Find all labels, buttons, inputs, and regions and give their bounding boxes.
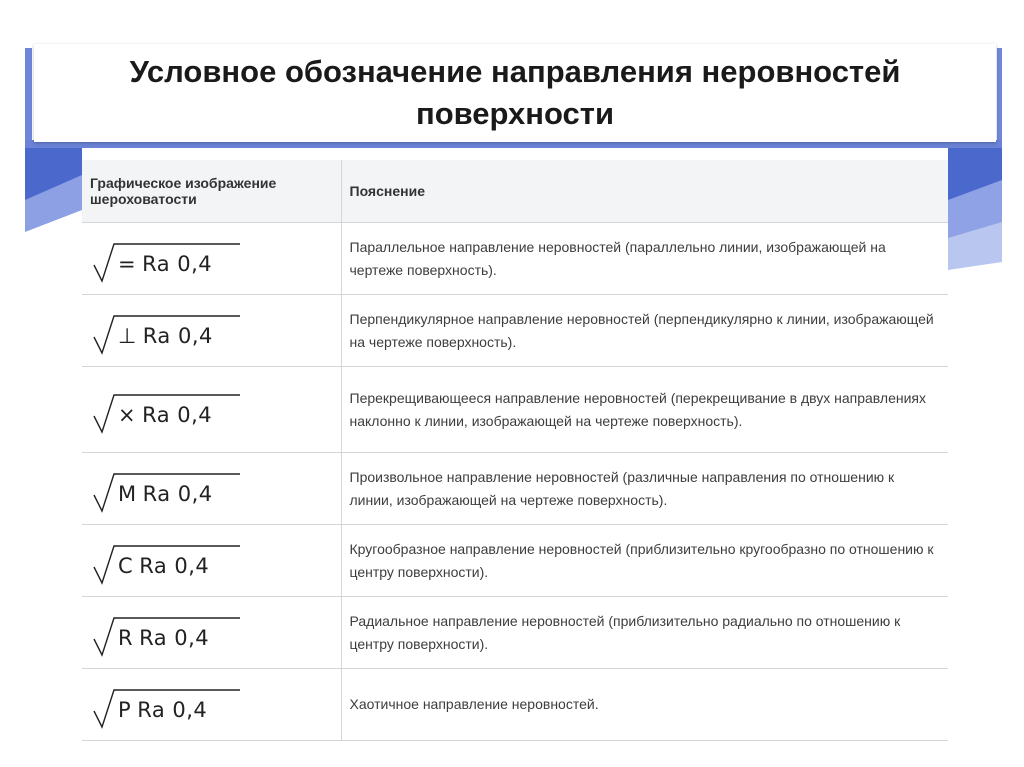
direction-symbol: M xyxy=(118,481,137,506)
roughness-table-container xyxy=(82,160,948,740)
roughness-symbol-cell xyxy=(82,223,341,295)
explanation-cell: Хаотичное направление неровностей. xyxy=(341,669,948,741)
roughness-value: Ra 0,4 xyxy=(142,481,213,506)
explanation-cell: Кругообразное направление неровностей (приблизительно кругообразно по отношению к центру поверхности). xyxy=(341,525,948,597)
slide-title-line1: Условное обозначение направления неровностей xyxy=(129,54,901,89)
roughness-symbol-cell xyxy=(82,295,341,367)
roughness-symbol xyxy=(90,231,240,287)
table-row-7 xyxy=(82,669,948,741)
direction-symbol: × xyxy=(118,402,137,427)
roughness-value: Ra 0,4 xyxy=(139,625,210,650)
roughness-symbol xyxy=(90,677,240,733)
roughness-value: Ra 0,4 xyxy=(142,251,213,276)
slide-title-line2: поверхности xyxy=(415,96,615,131)
roughness-symbol xyxy=(90,461,240,517)
roughness-value: Ra 0,4 xyxy=(137,697,208,722)
roughness-symbol-cell xyxy=(82,525,341,597)
explanation-cell: Радиальное направление неровностей (приблизительно радиально по отношению к центру поверхности). xyxy=(341,597,948,669)
roughness-direction-table xyxy=(82,160,948,741)
table-row-1 xyxy=(82,223,948,295)
table-row-5 xyxy=(82,525,948,597)
direction-symbol: P xyxy=(118,697,132,722)
table-row-2 xyxy=(82,295,948,367)
roughness-symbol-cell xyxy=(82,367,341,453)
roughness-symbol xyxy=(90,382,240,438)
table-row-4 xyxy=(82,453,948,525)
table-header-row xyxy=(82,160,948,223)
direction-symbol: ⊥ xyxy=(118,323,137,348)
roughness-value: Ra 0,4 xyxy=(142,402,213,427)
table-row-3 xyxy=(82,367,948,453)
right-accent-bar xyxy=(997,48,1002,142)
roughness-symbol xyxy=(90,533,240,589)
header-explanation: Пояснение xyxy=(341,160,948,223)
roughness-symbol-cell xyxy=(82,597,341,669)
table-row-6 xyxy=(82,597,948,669)
roughness-symbol xyxy=(90,605,240,661)
explanation-cell: Перекрещивающееся направление неровностей (перекрещивание в двух направлениях наклонно к линии, изображающей на чертеже поверхность). xyxy=(341,367,948,453)
slide-title-box xyxy=(34,44,996,142)
direction-symbol: R xyxy=(118,625,134,650)
roughness-value: Ra 0,4 xyxy=(139,553,210,578)
roughness-symbol-cell xyxy=(82,669,341,741)
direction-symbol: = xyxy=(118,251,137,276)
roughness-symbol-cell xyxy=(82,453,341,525)
direction-symbol: C xyxy=(118,553,134,578)
explanation-cell: Перпендикулярное направление неровностей (перпендикулярно к линии, изображающей на чертеже поверхность). xyxy=(341,295,948,367)
roughness-value: Ra 0,4 xyxy=(142,323,213,348)
header-graphic: Графическое изображение шероховатости xyxy=(82,160,341,223)
explanation-cell: Произвольное направление неровностей (различные направления по отношению к линии, изображающей на чертеже поверхность). xyxy=(341,453,948,525)
explanation-cell: Параллельное направление неровностей (параллельно линии, изображающей на чертеже поверхность). xyxy=(341,223,948,295)
roughness-symbol xyxy=(90,303,240,359)
